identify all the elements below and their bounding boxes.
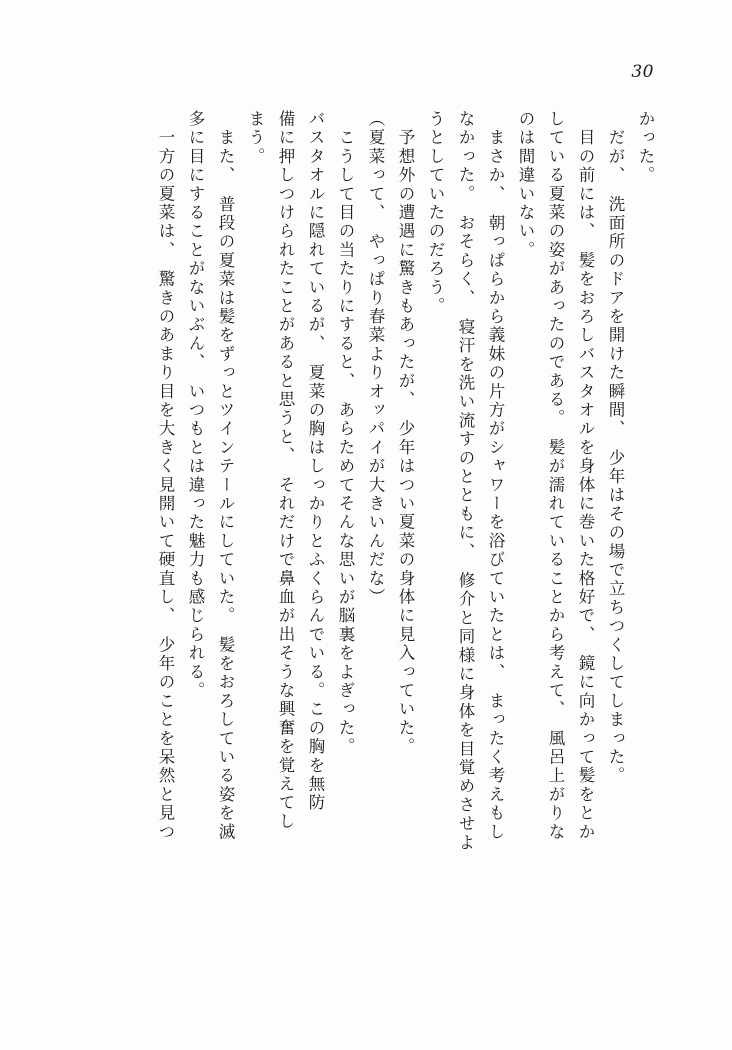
- text-line: している夏菜の姿があったのである。 髪が濡れていることから考えて、 風呂上がりな: [546, 110, 565, 842]
- text-line: のは間違いない。: [516, 110, 535, 260]
- text-line: なかった。 おそらく、 寝汗を洗い流すのとともに、 修介と同様に身体を目覚めさせよ: [456, 110, 475, 852]
- text-line: （夏菜って、 やっぱり春菜よりオッパイが大きいんだな）: [366, 110, 385, 607]
- text-line: まう。: [246, 110, 265, 167]
- text-line: また、 普段の夏菜は髪をずっとツインテールにしていた。 髪をおろしている姿を滅: [216, 110, 235, 842]
- text-line: うとしていたのだろう。: [426, 110, 445, 316]
- text-line: 多に目にすることがないぶん、 いつもとは違った魅力も感じられる。: [186, 110, 205, 701]
- text-line: 一方の夏菜は、 驚きのあまり目を大きく見開いて硬直し、 少年のことを呆然と見つ: [156, 110, 175, 842]
- text-line: だが、 洗面所のドアを開けた瞬間、 少年はその場で立ちつくしてしまった。: [606, 110, 625, 786]
- vertical-text-body: [78, 110, 660, 990]
- text-line: バスタオルに隠れているが、 夏菜の胸はしっかりとふくらんでいる。この胸を無防: [306, 110, 325, 813]
- text-line: かった。: [636, 110, 655, 185]
- text-line: 目の前には、 髪をおろしバスタオルを身体に巻いた格好で、 鏡に向かって髪をとか: [576, 110, 595, 842]
- page-number: 30: [631, 62, 654, 82]
- text-line: こうして目の当たりにすると、 あらためてそんな思いが脳裏をよぎった。: [336, 110, 355, 757]
- text-line: まさか、 朝っぱらから義妹の片方がシャワーを浴びていたとは、 まったく考えもし: [486, 110, 505, 842]
- text-line: 備に押しつけられたことがあると思うと、 それだけで鼻血が出そうな興奮を覚えてし: [276, 110, 295, 832]
- text-line: 予想外の遭遇に驚きもあったが、 少年はつい夏菜の身体に見入っていた。: [396, 110, 415, 757]
